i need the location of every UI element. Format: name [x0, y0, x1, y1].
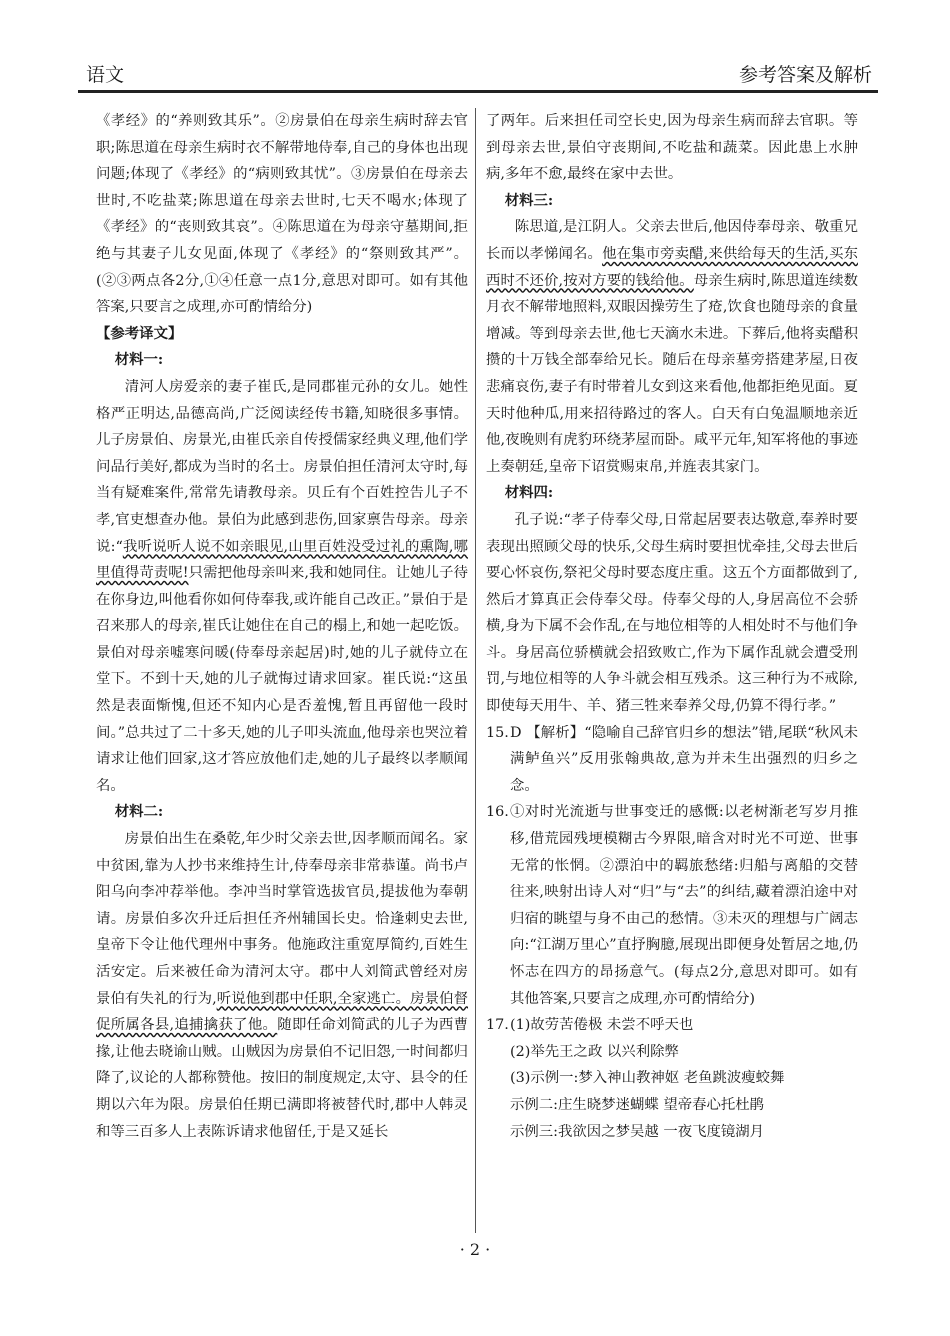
right-column [486, 108, 858, 1145]
material-1-text [96, 374, 468, 800]
material-1-underlined: 我听说听人说不如亲眼见,山里百姓没受过礼的熏陶,哪里值得苛责呢! [96, 538, 468, 582]
material-4-text: 孔子说:“孝子侍奉父母,日常起居要表达敬意,奉养时要表现出照顾父母的快乐,父母生病时要担忧牵挂,父母去世后要心怀哀伤,祭祀父母时要态度庄重。这五个方面都做到了,然后才算真正会侍奉父母。侍奉父母的人,身居高位不会骄横,身为下属不会作乱,在与地位相等的人相处时不与他们争斗。身居高位骄横就会招致败亡,作为下属作乱就会遭受刑罚,与地位相等的人争斗就会相互残杀。这三种行为不戒除,即使每天用牛、羊、猪三牲来奉养父母,仍算不得行孝。” [486, 511, 858, 715]
question-17-answer-2: (2)举先王之政 以兴利除弊 [510, 1043, 679, 1060]
column-divider [475, 108, 476, 1233]
question-15-number: 15. [486, 724, 509, 741]
page-number: · 2 · [459, 1240, 491, 1259]
material-1-part-b: 只需把他母亲叫来,我和她同住。让她儿子待在你身边,叫他看你如何侍奉我,或许能自己改正。”景伯于是召来那人的母亲,崔氏让她住在自己的榻上,和她一起吃饭。景伯对母亲嘘寒问暖(侍奉母亲起居)时,她的儿子就侍立在堂下。不到十天,她的儿子就悔过请求回家。崔氏说:“这虽然是表面惭愧,但还不知内心是否羞愧,暂且再留他一段时间。”总共过了二十多天,她的儿子叩头流血,他母亲也哭泣着请求让他们回家,这才答应放他们走,她的儿子最终以孝顺闻名。 [96, 565, 468, 794]
question-16-answer: ①对时光流逝与世事变迁的感慨:以老树渐老写岁月推移,借荒园残埂模糊古今界限,暗含对时光不可逆、世事无常的怅惘。②漂泊中的羁旅愁绪:归船与离船的交替往来,映射出诗人对“归”与“去”的纠结,藏着漂泊途中对归宿的眺望与身不由己的愁情。③未灭的理想与广阔志向:“江湖万里心”直抒胸臆,展现出即便身处暂居之地,仍怀志在四方的昂扬意气。(每点2分,意思对即可。如有其他答案,只要言之成理,亦可酌情给分) [510, 804, 858, 1007]
material-3-underlined: 他在集市旁卖醋,来供给每天的生活,买东西时不还价,按对方要的钱给他。 [486, 245, 858, 289]
material-2-part-a: 房景伯出生在桑乾,年少时父亲去世,因孝顺而闻名。家中贫困,靠为人抄书来维持生计,侍奉母亲非常恭谨。尚书卢阳乌向李冲荐举他。李冲当时掌管选拔官员,提拔他为奉朝请。房景伯多次升迁后担任齐州辅国长史。恰逢刺史去世,皇帝下令让他代理州中事务。他施政注重宽厚简约,百姓生活安定。后来被任命为清河太守。郡中人刘简武曾经对房景伯有失礼的行为, [96, 831, 468, 1007]
question-16 [486, 799, 858, 1012]
material-2-underlined: 听说他到郡中任职,全家逃亡。房景伯督促所属各县,追捕擒获了他。 [96, 990, 469, 1034]
section-title: 参考答案及解析 [738, 64, 872, 86]
page-header [78, 56, 878, 90]
material-2-part-b: 随即任命刘简武的儿子为西曹掾,让他去晓谕山贼。山贼因为房景伯不记旧怨,一时间都归降了,议论的人都称赞他。按旧的制度规定,太守、县令的任期以六年为限。房景伯任期已满即将被替代时,郡中人韩灵和等三百多人上表陈诉请求他留任,于是又延长 [96, 1017, 468, 1140]
question-17 [486, 1012, 858, 1039]
material-3-title: 材料三: [504, 191, 554, 209]
material-2-end: 了两年。后来担任司空长史,因为母亲生病而辞去官职。等到母亲去世,景伯守丧期间,不吃盐和蔬菜。因此患上水肿病,多年不愈,最终在家中去世。 [486, 113, 858, 183]
material-4-title: 材料四: [504, 484, 554, 502]
header-rule [78, 90, 878, 93]
material-3-part-b: 母亲生病时,陈思道连续数月衣不解带地照料,双眼因操劳生了疮,饮食也随母亲的食量增减。等到母亲去世,他七天滴水未进。下葬后,他将卖醋积攒的十万钱全部奉给兄长。随后在母亲墓旁搭建茅屋,日夜悲痛哀伤,妻子有时带着儿女到这来看他,他都拒绝见面。夏天时他种瓜,用来招待路过的客人。白天有白兔温顺地亲近他,夜晚则有虎豹环绕茅屋而卧。咸平元年,知军将他的事迹上奏朝廷,皇帝下诏赏赐束帛,并旌表其家门。 [486, 272, 859, 475]
question-17-answer-3: (3)示例一:梦入神山教神妪 老鱼跳波瘦蛟舞 [510, 1070, 785, 1087]
material-1-title: 材料一: [114, 351, 164, 369]
question-17-answer-1: (1)故劳苦倦极 未尝不呼天也 [510, 1017, 694, 1034]
material-2-title: 材料二: [114, 803, 164, 821]
question-17-example-3: 示例三:我欲因之梦吴越 一夜飞度镜湖月 [510, 1123, 765, 1140]
left-column [96, 108, 468, 1145]
answer-continuation: 《孝经》的“养则致其乐”。②房景伯在母亲生病时辞去官职;陈思道在母亲生病时衣不解带地侍奉,自己的身体也出现问题;体现了《孝经》的“病则致其忧”。③房景伯在母亲去世时,不吃盐菜;陈思道在母亲去世时,七天不喝水;体现了《孝经》的“丧则致其哀”。④陈思道在为母亲守墓期间,拒绝与其妻子儿女见面,体现了《孝经》的“祭则致其严”。(②③两点各2分,①④任意一点1分,意思对即可。如有其他答案,只要言之成理,亦可酌情给分) [96, 113, 468, 316]
material-1-part-a: 清河人房爱亲的妻子崔氏,是同郡崔元孙的女儿。她性格严正明达,品德高尚,广泛阅读经传书籍,知晓很多事情。儿子房景伯、房景光,由崔氏亲自传授儒家经典义理,他们学问品行美好,都成为当时的名士。房景伯担任清河太守时,每当有疑难案件,常常先请教母亲。贝丘有个百姓控告儿子不孝,官吏想查办他。景伯为此感到悲伤,回家禀告母亲。母亲说:“ [96, 378, 468, 555]
question-15-answer: D 【解析】“隐喻自己辞官归乡的想法”错,尾联“秋风未满鲈鱼兴”反用张翰典故,意为并未生出强烈的归乡之念。 [510, 724, 858, 794]
question-17-number: 17. [486, 1017, 509, 1034]
question-15 [486, 720, 858, 800]
material-2-text [96, 826, 468, 1145]
translation-heading: 【参考译文】 [96, 324, 183, 342]
material-3-part-a: 陈思道,是江阴人。父亲去世后,他因侍奉母亲、敬重兄长而以孝悌闻名。 [486, 219, 858, 262]
question-17-example-2: 示例二:庄生晓梦迷蝴蝶 望帝春心托杜鹃 [510, 1096, 765, 1113]
question-16-number: 16. [486, 804, 509, 821]
material-3-text [486, 214, 858, 480]
subject-label: 语文 [86, 64, 125, 86]
